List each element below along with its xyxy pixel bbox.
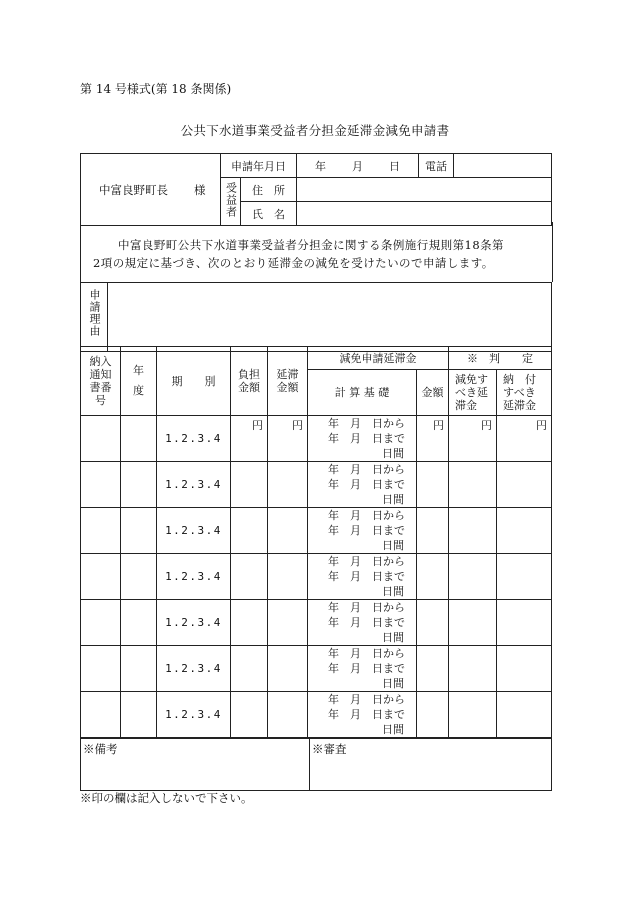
calc-basis-header: 計 算 基 礎 — [308, 370, 417, 416]
late-amount-cell[interactable] — [268, 416, 308, 462]
late-amount-header: 延滞金額 — [268, 347, 308, 416]
calc-days-text: 日間 — [382, 493, 404, 506]
year-cell[interactable] — [121, 416, 157, 462]
table-row — [81, 692, 552, 738]
remarks-review-table — [80, 738, 552, 791]
late-amount-cell[interactable] — [268, 508, 308, 554]
calc-from-text: 年 月 日から — [328, 647, 405, 660]
form-number: 第 14 号様式(第 18 条関係) — [80, 82, 232, 96]
calc-basis-cell[interactable] — [308, 646, 417, 692]
calc-from-text: 年 月 日から — [328, 417, 405, 430]
period-cell[interactable]: 1.2.3.4 — [157, 462, 231, 508]
late-amount-cell[interactable] — [268, 646, 308, 692]
reducible-cell[interactable] — [449, 692, 497, 738]
payable-cell[interactable] — [497, 554, 552, 600]
calc-to-text: 年 月 日まで — [328, 570, 405, 583]
calc-days-text: 日間 — [382, 539, 404, 552]
yen-unit: 円 — [292, 419, 303, 432]
honorific: 様 — [194, 182, 206, 197]
year-header: 年 度 — [121, 347, 157, 416]
date-day-label: 日 — [389, 159, 400, 173]
calc-days-text: 日間 — [382, 677, 404, 690]
period-cell[interactable]: 1.2.3.4 — [157, 600, 231, 646]
year-cell[interactable] — [121, 646, 157, 692]
burden-amount-cell[interactable] — [231, 554, 268, 600]
amount-cell[interactable] — [417, 416, 449, 462]
payable-cell[interactable] — [497, 692, 552, 738]
notice-number-cell[interactable] — [81, 692, 121, 738]
burden-amount-header: 負担金額 — [231, 347, 268, 416]
review-label: ※審査 — [312, 742, 347, 756]
remarks-cell[interactable] — [81, 739, 310, 791]
year-cell[interactable] — [121, 554, 157, 600]
year-cell[interactable] — [121, 692, 157, 738]
year-cell[interactable] — [121, 600, 157, 646]
period-cell[interactable]: 1.2.3.4 — [157, 416, 231, 462]
notice-number-cell[interactable] — [81, 462, 121, 508]
burden-amount-cell[interactable] — [231, 462, 268, 508]
application-date-label: 申請年月日 — [221, 154, 297, 178]
declaration-line-1: 中富良野町公共下水道事業受益者分担金に関する条例施行規則第18条第 — [118, 238, 504, 252]
table-row — [81, 508, 552, 554]
calc-days-text: 日間 — [382, 447, 404, 460]
calc-to-text: 年 月 日まで — [328, 478, 405, 491]
calc-basis-cell[interactable] — [308, 416, 417, 462]
payable-cell[interactable] — [497, 462, 552, 508]
reduction-group-header: 減免申請延滞金 — [308, 347, 449, 370]
burden-amount-cell[interactable] — [231, 416, 268, 462]
reducible-cell[interactable] — [449, 462, 497, 508]
payable-cell[interactable] — [497, 600, 552, 646]
burden-amount-cell[interactable] — [231, 646, 268, 692]
notice-number-cell[interactable] — [81, 508, 121, 554]
reducible-cell[interactable] — [449, 600, 497, 646]
table-row — [81, 462, 552, 508]
reducible-cell[interactable] — [449, 416, 497, 462]
late-amount-cell[interactable] — [268, 692, 308, 738]
calc-to-text: 年 月 日まで — [328, 524, 405, 537]
notice-number-cell[interactable] — [81, 554, 121, 600]
calc-from-text: 年 月 日から — [328, 555, 405, 568]
beneficiary-label: 受益者 — [224, 182, 238, 218]
calc-from-text: 年 月 日から — [328, 509, 405, 522]
calc-to-text: 年 月 日まで — [328, 708, 405, 721]
period-header: 期 別 — [157, 347, 231, 416]
notice-number-header: 納入通知書番号 — [81, 347, 121, 416]
yen-unit: 円 — [481, 419, 492, 432]
table-row — [81, 416, 552, 462]
amount-cell[interactable] — [417, 462, 449, 508]
calc-basis-cell[interactable] — [308, 554, 417, 600]
review-cell[interactable] — [310, 739, 552, 791]
reason-field[interactable] — [108, 283, 552, 352]
calc-days-text: 日間 — [382, 585, 404, 598]
reducible-cell[interactable] — [449, 646, 497, 692]
notice-number-cell[interactable] — [81, 600, 121, 646]
reducible-cell[interactable] — [449, 508, 497, 554]
reducible-header: 減免すべき延滞金 — [449, 370, 497, 416]
calc-to-text: 年 月 日まで — [328, 432, 405, 445]
notice-number-cell[interactable] — [81, 646, 121, 692]
calc-basis-cell[interactable] — [308, 600, 417, 646]
amount-cell[interactable] — [417, 554, 449, 600]
document-title: 公共下水道事業受益者分担金延滞金減免申請書 — [180, 123, 450, 138]
remarks-label: ※備考 — [83, 742, 118, 756]
calc-to-text: 年 月 日まで — [328, 662, 405, 675]
calc-basis-cell[interactable] — [308, 462, 417, 508]
payable-cell[interactable] — [497, 646, 552, 692]
reducible-cell[interactable] — [449, 554, 497, 600]
late-fee-rows — [81, 416, 552, 738]
declaration — [80, 222, 553, 282]
addressee-cell — [81, 154, 221, 226]
beneficiary-label-cell — [221, 178, 241, 226]
year-cell[interactable] — [121, 462, 157, 508]
table-row — [81, 554, 552, 600]
reason-table — [80, 282, 552, 352]
applicant-table — [80, 153, 552, 226]
amount-cell[interactable] — [417, 646, 449, 692]
late-amount-cell[interactable] — [268, 462, 308, 508]
yen-unit: 円 — [252, 419, 263, 432]
period-cell[interactable]: 1.2.3.4 — [157, 554, 231, 600]
addressee: 中富良野町長 — [99, 182, 168, 197]
phone-label: 電話 — [419, 154, 454, 178]
reason-label-cell — [81, 283, 108, 352]
calc-days-text: 日間 — [382, 631, 404, 644]
amount-cell[interactable] — [417, 600, 449, 646]
calc-days-text: 日間 — [382, 723, 404, 736]
footer-note: ※印の欄は記入しないで下さい。 — [80, 791, 253, 805]
table-row — [81, 600, 552, 646]
address-field[interactable] — [297, 178, 552, 202]
burden-amount-cell[interactable] — [231, 508, 268, 554]
period-cell[interactable]: 1.2.3.4 — [157, 508, 231, 554]
name-label: 氏 名 — [241, 202, 297, 226]
application-date-field[interactable] — [297, 154, 419, 178]
date-month-label: 月 — [352, 159, 363, 173]
late-amount-cell[interactable] — [268, 554, 308, 600]
address-label: 住 所 — [241, 178, 297, 202]
calc-from-text: 年 月 日から — [328, 601, 405, 614]
judgment-group-header: ※ 判 定 — [449, 347, 552, 370]
yen-unit: 円 — [536, 419, 547, 432]
amount-cell[interactable] — [417, 508, 449, 554]
payable-cell[interactable] — [497, 416, 552, 462]
calc-to-text: 年 月 日まで — [328, 616, 405, 629]
late-fee-table — [80, 346, 552, 738]
payable-header: 納 付すべき延滞金 — [497, 370, 552, 416]
period-cell[interactable]: 1.2.3.4 — [157, 692, 231, 738]
date-year-label: 年 — [315, 159, 326, 173]
calc-basis-cell[interactable] — [308, 508, 417, 554]
payable-cell[interactable] — [497, 508, 552, 554]
table-row — [81, 646, 552, 692]
calc-from-text: 年 月 日から — [328, 463, 405, 476]
calc-from-text: 年 月 日から — [328, 693, 405, 706]
notice-number-cell[interactable] — [81, 416, 121, 462]
reason-label: 申請理由 — [88, 289, 101, 337]
burden-amount-cell[interactable] — [231, 692, 268, 738]
declaration-line-2: 2項の規定に基づき、次のとおり延滞金の減免を受けたいので申請します。 — [93, 256, 494, 270]
burden-amount-cell[interactable] — [231, 600, 268, 646]
calc-basis-cell[interactable] — [308, 692, 417, 738]
year-cell[interactable] — [121, 508, 157, 554]
yen-unit: 円 — [433, 419, 444, 432]
period-cell[interactable]: 1.2.3.4 — [157, 646, 231, 692]
amount-header: 金額 — [417, 370, 449, 416]
amount-cell[interactable] — [417, 692, 449, 738]
late-amount-cell[interactable] — [268, 600, 308, 646]
phone-field[interactable] — [454, 154, 552, 178]
